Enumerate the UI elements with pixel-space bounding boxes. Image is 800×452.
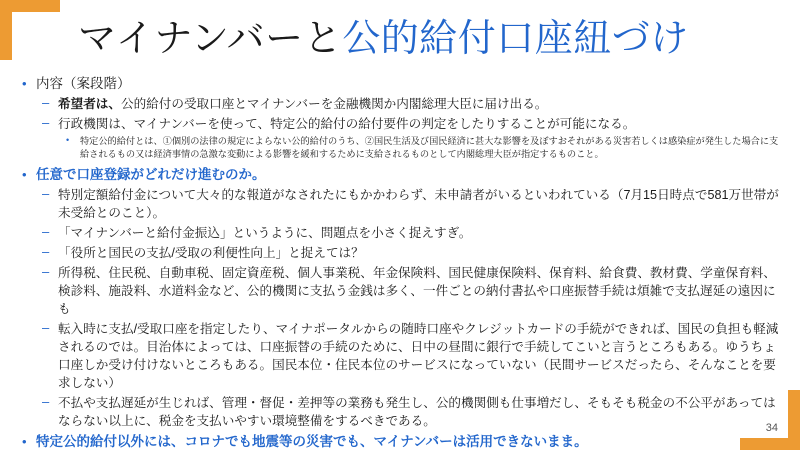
outline-item-level2 [36,264,784,318]
outline-subsublist [58,135,784,161]
outline-text: 特別定額給付金について大々的な報道がなされたにもかかわらず、未申請者がいるといわれている（7月15日時点で581万世帯が未受給とのこと）。 [58,188,779,220]
outline-item-level2 [36,95,784,113]
outline-item-level1 [18,74,784,161]
outline-text: 行政機関は、マイナンバーを使って、特定公的給付の給付要件の判定をしたりすることが可能になる。 [58,117,636,131]
outline-list [18,74,784,451]
outline-text: 「役所と国民の支払/受取の利便性向上」と捉えては？ [58,246,364,260]
bullet-dash-icon: – [42,95,50,110]
outline-item-level1 [18,165,784,430]
bullet-dot-icon: • [22,76,27,91]
outline-text-lead: 希望者は、 [58,97,121,111]
outline-text: 内容（案段階） [36,76,131,91]
outline-item-level2 [36,320,784,392]
bullet-dash-icon: – [42,186,50,201]
bullet-dash-icon: – [42,264,50,279]
slide-title-plain: マイナンバーと [78,18,343,60]
outline-item-level1 [18,432,784,451]
outline-text: 特定公的給付以外には、コロナでも地震等の災害でも、マイナンバーは活用できないまま。 [36,434,588,449]
bullet-dot-icon: • [22,434,27,449]
corner-accent-top-left-vertical [0,0,12,60]
outline-item-level2 [36,115,784,161]
bullet-dot-icon: • [22,167,27,182]
outline-item-level2 [36,394,784,430]
outline-item-level3 [58,135,784,161]
bullet-dash-icon: – [42,224,50,239]
outline-item-level2 [36,224,784,242]
bullet-dot-small-icon: • [66,135,70,145]
outline-sublist [36,186,784,430]
outline-text: 「マイナンバーと給付金振込」というように、問題点を小さく捉えすぎ。 [58,226,472,240]
page-number: 34 [765,422,778,434]
outline-text: 公的給付の受取口座とマイナンバーを金融機関か内閣総理大臣に届け出る。 [120,97,548,111]
corner-accent-bottom-right-vertical [788,390,800,450]
outline-text: 不払や支払遅延が生じれば、管理・督促・差押等の業務も発生し、公的機関側も仕事増だし、そもそも税金の不公平があってはならない以上に、税金を支払いやすい環境整備をするべきである。 [58,396,776,428]
outline-text: 転入時に支払/受取口座を指定したり、マイナポータルからの随時口座やクレジットカードの手続ができれば、国民の負担も軽減されるのでは。目治体によっては、口座振替の手続のために、日中の昼間に銀行で手続してこいと言うところもある。ゆうちょ口座しか受け付けないところもある。国民本位・住民本位のサービスになっていない（民間サービスだったら、そんなことを要求しない） [58,322,779,390]
bullet-dash-icon: – [42,115,50,130]
outline-text: 特定公的給付とは、①個別の法律の規定によらない公的給付のうち、②国民生活及び国民経済に甚大な影響を及ぼすおそれがある災害若しくは感染症が発生した場合に支給されるもの又は経済事情の急激な変動による影響を緩和するために支給されるものとして内閣総理大臣が指定するものこと。 [80,136,779,159]
slide-body [18,74,784,452]
outline-text: 任意で口座登録がどれだけ進むのか。 [36,167,266,182]
bullet-dash-icon: – [42,320,50,335]
bullet-dash-icon: – [42,394,50,409]
outline-item-level2 [36,186,784,222]
outline-item-level2 [36,244,784,262]
slide-title-accent: 公的給付口座紐づけ [342,18,689,60]
slide-title [78,14,778,64]
bullet-dash-icon: – [42,244,50,259]
outline-text: 所得税、住民税、自動車税、固定資産税、個人事業税、年金保険料、国民健康保険料、保育料、給食費、教材費、学童保育料、検診料、施設料、水道料金など、公的機関に支払う金銭は多く、一件ごとの納付書払や口座振替手続は煩雑で支払遅延の遠因にも [58,266,776,316]
outline-sublist [36,95,784,161]
